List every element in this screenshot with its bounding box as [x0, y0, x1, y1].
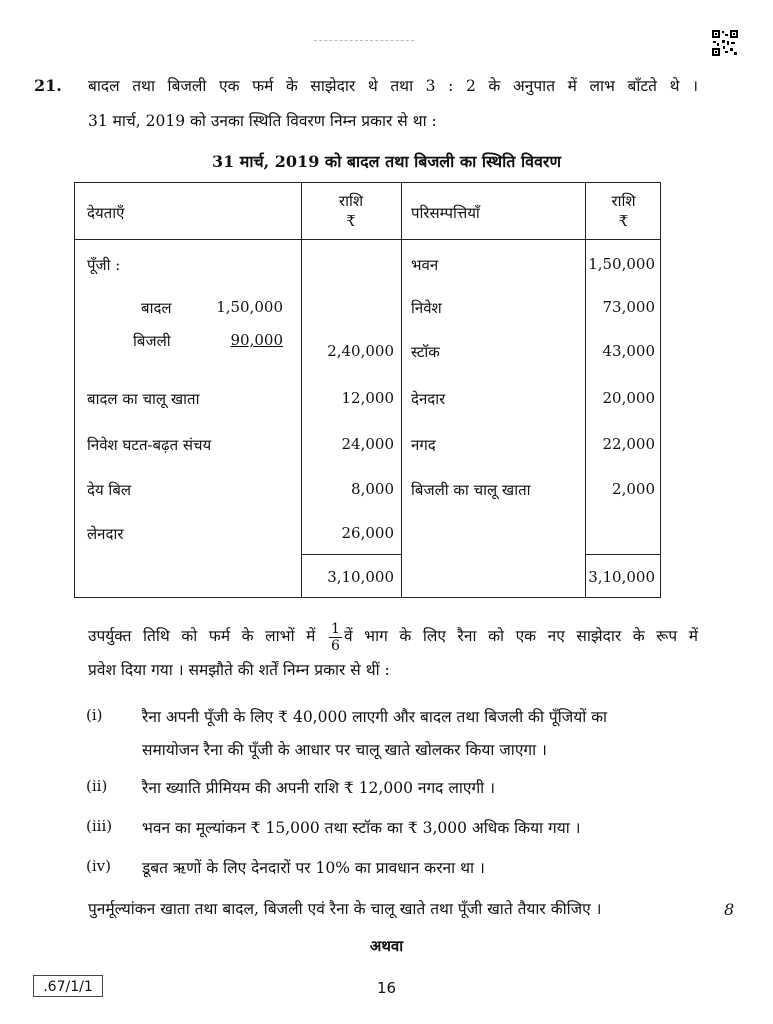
fraction-numerator: 1 — [331, 620, 340, 637]
asset-label: स्टॉक — [411, 343, 440, 361]
header-amount-label: राशि — [338, 192, 364, 210]
marks: 8 — [724, 900, 735, 919]
condition-number: (iv) — [86, 857, 111, 875]
balance-sheet-table — [74, 182, 661, 598]
liability-amount: 24,000 — [341, 435, 394, 453]
condition-text: डूबत ऋणों के लिए देनदारों पर 10% का प्रावधान करना था । — [142, 859, 485, 877]
rupee-symbol: ₹ — [346, 212, 356, 230]
qr-code-icon — [712, 30, 738, 56]
liability-amount: 12,000 — [341, 389, 394, 407]
condition-number: (iii) — [86, 817, 113, 835]
admission-line-2: प्रवेश दिया गया । समझौते की शर्तें निम्न प्रकार से थीं : — [88, 661, 390, 679]
total-assets: 3,10,000 — [588, 568, 655, 586]
asset-label: नगद — [411, 436, 436, 454]
capital-partner-name: बादल — [141, 299, 172, 317]
asset-label: देनदार — [411, 390, 446, 408]
header-liabilities: देयताएँ — [87, 204, 125, 222]
rupee-symbol: ₹ — [618, 212, 629, 230]
asset-label: भवन — [411, 256, 439, 274]
asset-amount: 43,000 — [602, 342, 655, 360]
condition-text: रैना अपनी पूँजी के लिए ₹ 40,000 लाएगी और बादल तथा बिजली की पूँजियों का — [142, 708, 608, 726]
asset-amount: 22,000 — [602, 435, 655, 453]
header-amount-label: राशि — [611, 192, 636, 210]
capital-total: 2,40,000 — [327, 342, 394, 360]
asset-label: बिजली का चालू खाता — [411, 481, 531, 499]
liability-label: लेनदार — [87, 525, 124, 543]
liability-amount: 8,000 — [351, 480, 394, 498]
liability-label: देय बिल — [87, 481, 132, 499]
admission-text-a: उपर्युक्त तिथि को फर्म के लाभों में — [88, 627, 316, 645]
condition-number: (i) — [86, 706, 103, 724]
condition-text: भवन का मूल्यांकन ₹ 15,000 तथा स्टॉक का ₹ 3,000 अधिक किया गया । — [142, 819, 581, 837]
capital-partner-amount: 1,50,000 — [216, 298, 283, 316]
asset-amount: 2,000 — [612, 480, 655, 498]
profit-share-fraction — [329, 621, 342, 654]
header-assets: परिसम्पत्तियाँ — [411, 204, 480, 222]
capital-partner-amount: 90,000 — [230, 331, 283, 349]
capital-label: पूँजी : — [87, 256, 121, 274]
question-intro-line-1: बादल तथा बिजली एक फर्म के साझेदार थे तथा 3 : 2 के अनुपात में लाभ बाँटते थे । — [88, 77, 698, 95]
instruction-text: पुनर्मूल्यांकन खाता तथा बादल, बिजली एवं रैना के चालू खाते तथा पूँजी खाते तैयार कीजिए । — [88, 900, 602, 918]
liability-label: निवेश घटत-बढ़त संचय — [87, 436, 212, 454]
header-amount-liabilities — [301, 191, 401, 231]
condition-text: समायोजन रैना की पूँजी के आधार पर चालू खाते खोलकर किया जाएगा । — [142, 741, 547, 759]
asset-amount: 73,000 — [602, 298, 655, 316]
page-number: 16 — [376, 979, 397, 997]
balance-sheet-title: 31 मार्च, 2019 को बादल तथा बिजली का स्थिति विवरण — [211, 152, 562, 171]
liability-label: बादल का चालू खाता — [87, 390, 200, 408]
admission-text-b: वें भाग के लिए रैना को एक नए साझेदार के रूप में — [343, 627, 698, 645]
paper-code: .67/1/1 — [33, 975, 103, 997]
asset-amount: 1,50,000 — [588, 255, 655, 273]
capital-partner-name: बिजली — [133, 332, 171, 350]
asset-label: निवेश — [411, 299, 442, 317]
top-divider — [314, 40, 414, 41]
condition-text: रैना ख्याति प्रीमियम की अपनी राशि ₹ 12,000 नगद लाएगी । — [142, 779, 495, 797]
total-liabilities: 3,10,000 — [327, 568, 394, 586]
condition-number: (ii) — [86, 777, 108, 795]
asset-amount: 20,000 — [602, 389, 655, 407]
admission-line-1 — [88, 613, 698, 659]
fraction-denominator: 6 — [331, 637, 340, 654]
liability-amount: 26,000 — [341, 524, 394, 542]
question-intro-line-2: 31 मार्च, 2019 को उनका स्थिति विवरण निम्न प्रकार से था : — [88, 112, 437, 130]
question-number: 21. — [34, 76, 62, 95]
header-amount-assets — [585, 191, 662, 231]
or-divider-text: अथवा — [369, 937, 404, 955]
